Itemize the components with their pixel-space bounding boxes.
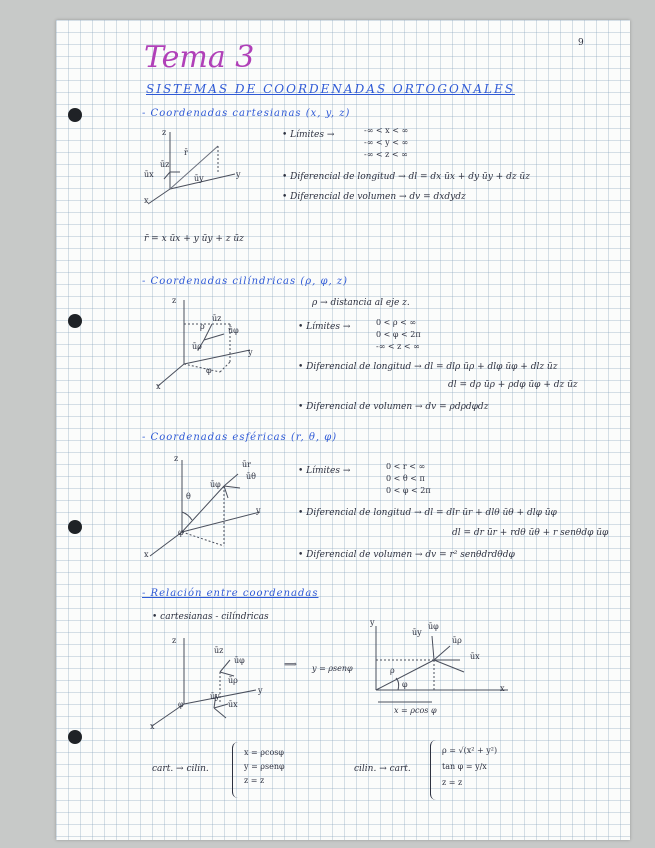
vector-label: ūρ [192,342,202,351]
cylindrical-figure [150,292,258,392]
punch-hole [68,314,82,328]
vector-label: ūρ [452,636,462,645]
length-differential-2: dl = dρ ūρ + ρdφ ūφ + dz ūz [448,380,578,390]
cylindrical-heading: - Coordenadas cilíndricas (ρ, φ, z) [142,276,348,287]
volume-differential: • Diferencial de volumen → dv = ρdρdφdz [298,402,489,412]
volume-differential: • Diferencial de volumen → dv = r² senθdrdθdφ [298,550,515,560]
axis-label: z [162,128,167,137]
relation-figure-3d [144,632,264,732]
symbol-label: ρ [200,322,205,331]
volume-differential: • Diferencial de volumen → dv = dxdydz [282,192,466,202]
vector-label: ūφ [210,480,221,489]
axis-label: z [172,296,177,305]
symbol-label: φ [178,528,184,537]
spherical-heading: - Coordenadas esféricas (r, θ, φ) [142,432,338,443]
limit-line: 0 < ρ < ∞ [376,318,417,327]
length-differential: • Diferencial de longitud → dl = dlρ ūρ + dlφ ūφ + dlz ūz [298,362,558,372]
fig2-bottom-label: x = ρcos φ [394,706,437,715]
cartesian-heading: - Coordenadas cartesianas (x, y, z) [142,108,351,119]
vector-label: ūx [228,700,238,709]
limit-line: 0 < θ < π [386,474,425,483]
page-title: Tema 3 [144,40,255,75]
brace [430,740,437,800]
axis-label: y [370,618,375,627]
axis-label: y [248,348,253,357]
limit-line: 0 < φ < 2π [386,486,431,495]
vector-label: ūz [214,646,224,655]
relation-line: ρ = √(x² + y²) [442,746,498,755]
notebook-page [56,20,630,840]
limit-line: -∞ < z < ∞ [376,342,420,351]
cil-to-cart-label: cilin. → cart. [354,764,411,774]
axis-label: x [150,722,155,731]
vector-label: ūφ [428,622,439,631]
axis-label: y [258,686,263,695]
limits-label: • Límites → [298,322,351,332]
vector-label: ūr [242,460,251,469]
relation-line: z = z [244,776,265,785]
symbol-label: φ [178,700,184,709]
position-vector: r̄ = x ūx + y ūy + z ūz [144,234,244,244]
punch-hole [68,520,82,534]
vector-label: ūz [212,314,222,323]
axis-label: y [236,170,241,179]
axis-label: z [172,636,177,645]
brace [232,742,239,798]
punch-hole [68,730,82,744]
relations-heading: - Relación entre coordenadas [142,588,319,599]
relation-line: y = ρsenφ [244,762,285,771]
limit-line: -∞ < x < ∞ [364,126,409,135]
punch-hole [68,108,82,122]
limit-line: 0 < φ < 2π [376,330,421,339]
symbol-label: φ [206,366,212,375]
cart-to-cil-label: cart. → cilin. [152,764,209,774]
equivalence-arrow: ⟹ [284,660,297,670]
page-number: 9 [578,38,584,48]
vector-label: ūφ [234,656,245,665]
axis-label: z [174,454,179,463]
vector-label: ūy [194,174,204,183]
length-differential-2: dl = dr ūr + rdθ ūθ + r senθdφ ūφ [452,528,609,538]
vector-label: r̄ [184,148,188,157]
middle-equation: y = ρsenφ [312,664,353,673]
vector-label: ūx [470,652,480,661]
relation-line: z = z [442,778,463,787]
vector-label: ūy [210,692,220,701]
axis-label: x [500,684,505,693]
limits-label: • Límites → [282,130,335,140]
vector-label: ūθ [246,472,256,481]
limit-line: -∞ < y < ∞ [364,138,409,147]
limit-line: -∞ < z < ∞ [364,150,408,159]
rho-note: ρ → distancia al eje z. [312,298,410,308]
length-differential: • Diferencial de longitud → dl = dx ūx + dy ūy + dz ūz [282,172,530,182]
vector-label: ūz [160,160,170,169]
axis-label: x [144,550,149,559]
cartesian-figure [140,124,250,206]
limit-line: 0 < r < ∞ [386,462,426,471]
symbol-label: θ [186,492,191,501]
axis-label: x [144,196,149,205]
axis-label: y [256,506,261,515]
symbol-label: φ [402,680,408,689]
symbol-label: ρ [390,666,395,675]
vector-label: ūρ [228,676,238,685]
relation-line: tan φ = y/x [442,762,487,771]
axis-label: x [156,382,161,391]
vector-label: ūx [144,170,154,179]
vector-label: ūφ [228,326,239,335]
limits-label: • Límites → [298,466,351,476]
vector-label: ūy [412,628,422,637]
length-differential: • Diferencial de longitud → dl = dlr ūr + dlθ ūθ + dlφ ūφ [298,508,557,518]
relation-line: x = ρcosφ [244,748,285,757]
relations-subheading: • cartesianas - cilíndricas [152,612,269,622]
section-heading: SISTEMAS DE COORDENADAS ORTOGONALES [146,82,515,96]
